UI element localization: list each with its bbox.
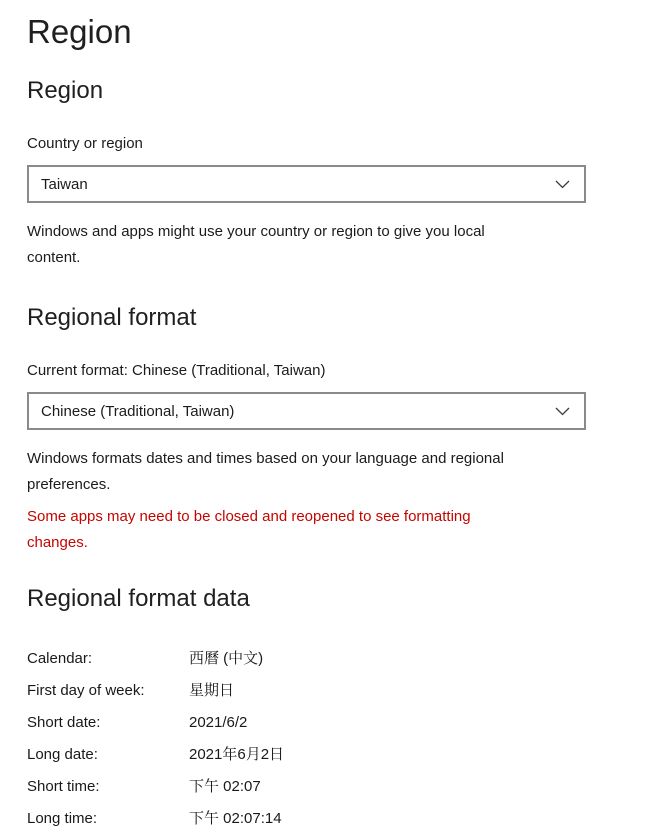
current-format-label: Current format: Chinese (Traditional, Taiwan) — [27, 362, 326, 379]
table-row-calendar — [27, 643, 657, 675]
section-heading-regional-format-data: Regional format data — [27, 585, 250, 612]
table-row-first-day-of-week — [27, 675, 657, 707]
row-label: First day of week: — [27, 682, 145, 699]
chevron-down-icon — [555, 180, 570, 189]
row-label: Calendar: — [27, 650, 93, 667]
format-warning-text — [27, 504, 607, 556]
format-warning-line1: Some apps may need to be closed and reopened to see formatting — [27, 508, 471, 525]
page-title: Region — [27, 13, 132, 50]
country-description — [27, 219, 607, 271]
table-row-short-time — [27, 771, 657, 803]
table-row-long-date — [27, 739, 657, 771]
table-row-short-date — [27, 707, 657, 739]
row-value: 西曆 (中文) — [189, 650, 264, 667]
format-description-line1: Windows formats dates and times based on your language and regional — [27, 450, 504, 467]
row-value: 2021年6月2日 — [189, 746, 285, 763]
chevron-down-icon — [555, 407, 570, 416]
regional-format-dropdown[interactable] — [27, 392, 586, 430]
row-label: Long date: — [27, 746, 98, 763]
regional-format-dropdown-value: Chinese (Traditional, Taiwan) — [41, 402, 235, 420]
regional-format-data-table — [27, 643, 657, 827]
country-or-region-label: Country or region — [27, 135, 143, 152]
row-label: Short time: — [27, 778, 100, 795]
country-description-line2: content. — [27, 249, 81, 266]
row-value: 2021/6/2 — [189, 714, 248, 731]
section-heading-region: Region — [27, 77, 104, 104]
section-heading-regional-format: Regional format — [27, 304, 197, 331]
country-description-line1: Windows and apps might use your country or region to give you local — [27, 223, 485, 240]
country-or-region-dropdown-value: Taiwan — [41, 175, 88, 193]
row-value: 下午 02:07:14 — [189, 810, 282, 827]
format-warning-line2: changes. — [27, 534, 88, 551]
row-value: 下午 02:07 — [189, 778, 261, 795]
row-label: Long time: — [27, 810, 98, 827]
table-row-long-time — [27, 803, 657, 827]
country-or-region-dropdown[interactable] — [27, 165, 586, 203]
row-value: 星期日 — [189, 682, 235, 699]
format-description — [27, 446, 607, 498]
format-description-line2: preferences. — [27, 476, 111, 493]
row-label: Short date: — [27, 714, 101, 731]
